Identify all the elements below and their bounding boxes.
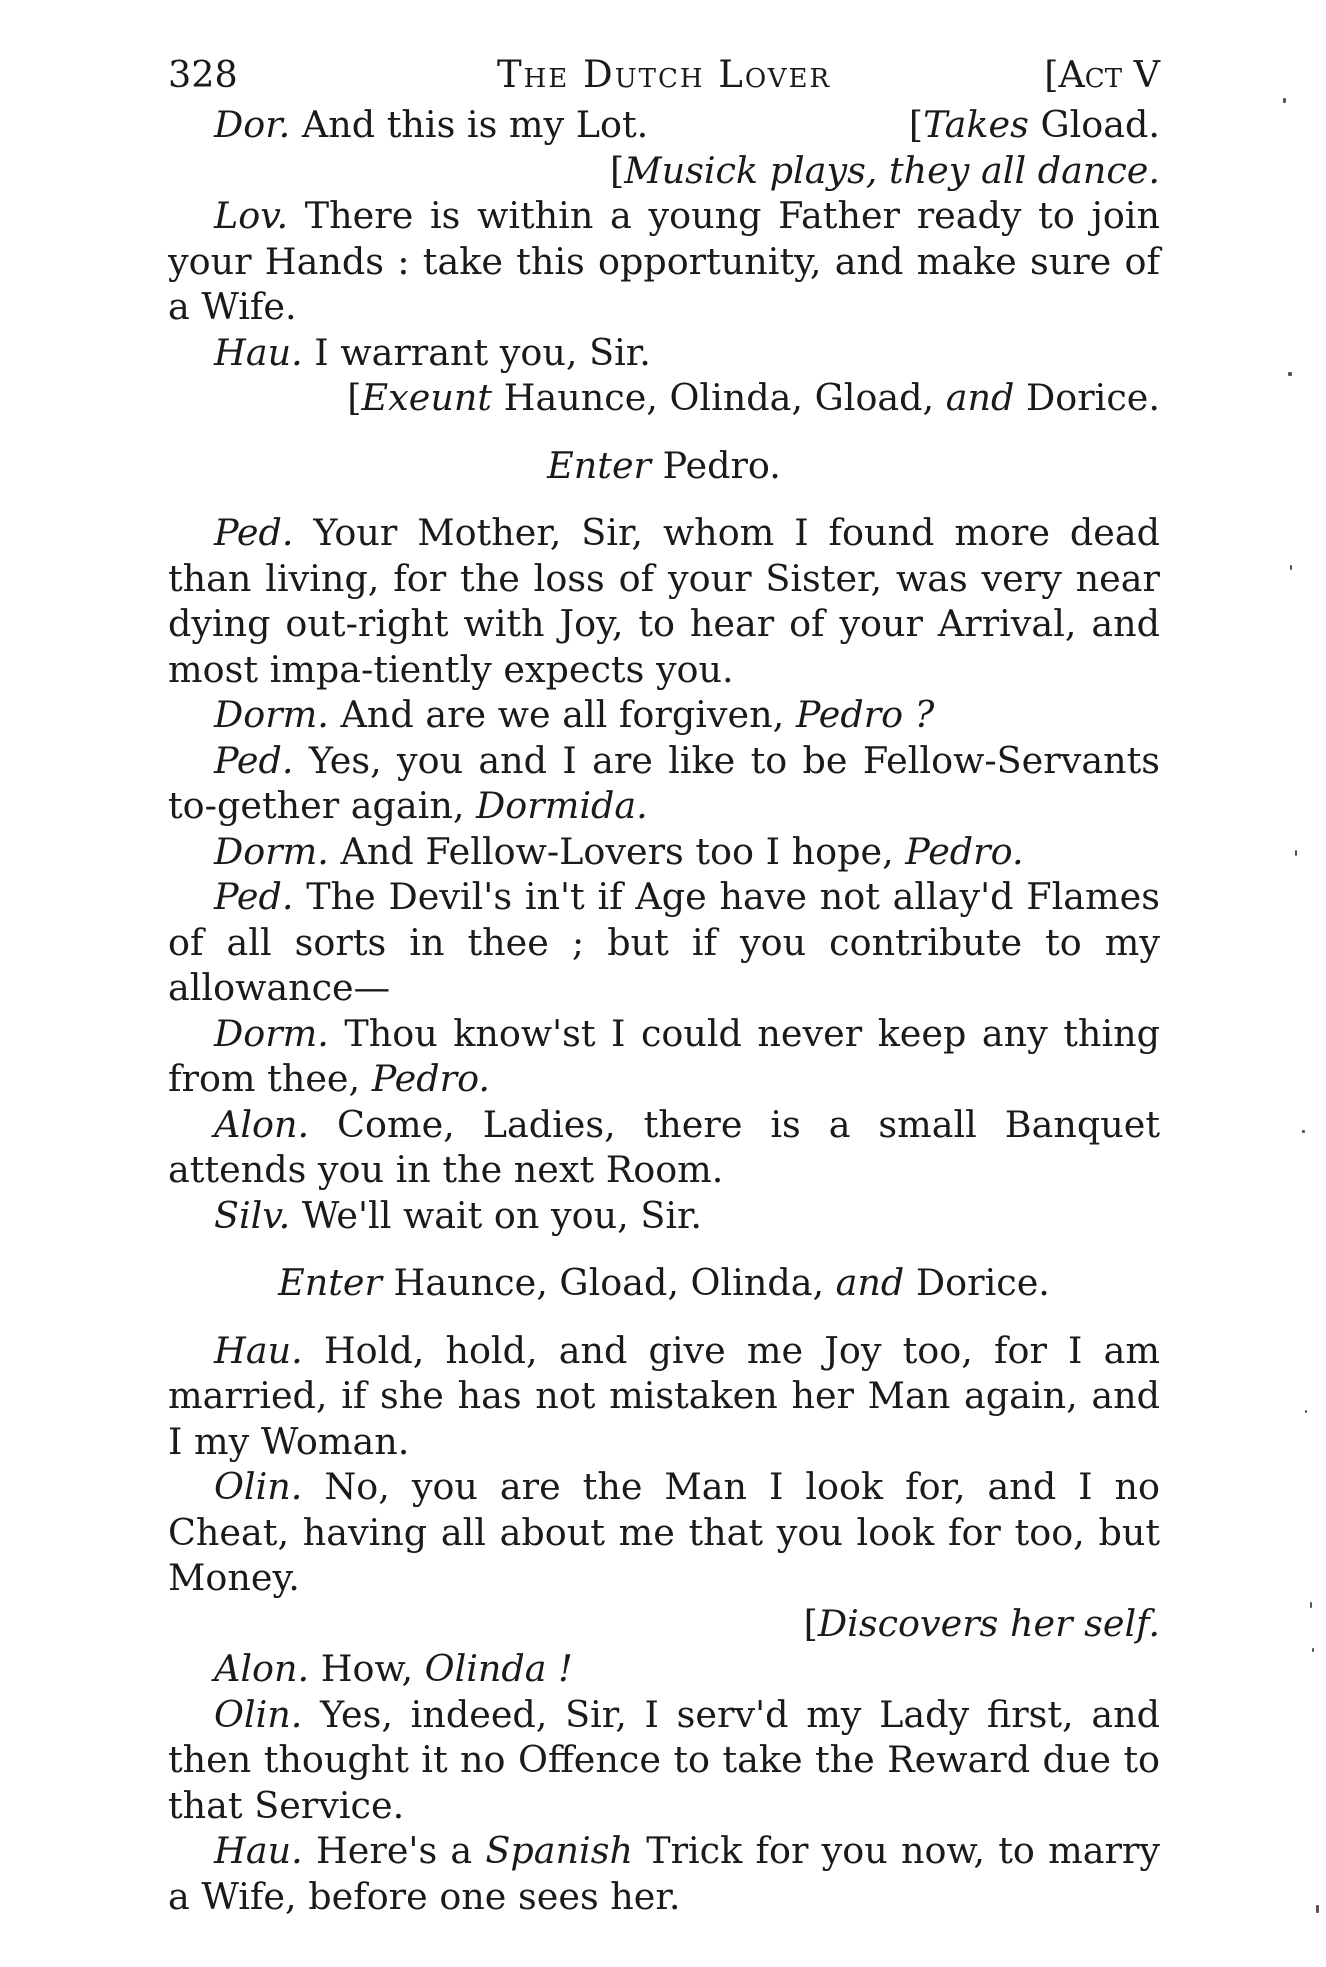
stage-direction: [Takes Gload. <box>908 103 1160 146</box>
speaker: Olin. <box>214 1465 303 1508</box>
speaker: Ped. <box>214 511 294 554</box>
speech-text: Hold, hold, and give me Joy too, for I am married, if she has not mistaken her Man again, and I my Woman. <box>168 1328 1160 1463</box>
speech-text: Yes, you and I are like to be Fellow-Servants to-gether again, <box>168 738 1160 827</box>
page-number: 328 <box>168 53 238 96</box>
speech-italic: Olinda ! <box>424 1647 573 1690</box>
speech-text: No, you are the Man I look for, and I no Cheat, having all about me that you look for too, but Money. <box>168 1465 1160 1599</box>
speech-text: How, <box>309 1647 425 1690</box>
speech-text: The Devil's in't if Age have not allay'd Flames of all sorts in thee ; but if you contribute to my allowance— <box>168 875 1160 1009</box>
speech-text: And Fellow-Lovers too I hope, <box>328 829 906 873</box>
speech-italic: Dormida. <box>476 784 648 827</box>
scan-speck <box>1305 1410 1307 1413</box>
scan-speck <box>1312 1648 1314 1652</box>
speech <box>168 1193 1160 1239</box>
speaker: Hau. <box>214 1328 303 1372</box>
scan-speck <box>1290 565 1292 570</box>
speech-text: Come, Ladies, there is a small Banquet attends you in the next Room. <box>168 1102 1160 1191</box>
speech <box>168 102 1160 148</box>
speaker: Dorm. <box>214 693 329 736</box>
speech-text: We'll wait on you, Sir. <box>290 1193 703 1237</box>
speaker: Silv. <box>214 1193 291 1237</box>
speech <box>168 1328 1160 1465</box>
speech-text: Here's a <box>302 1829 486 1872</box>
speaker: Hau. <box>214 1829 303 1872</box>
speech <box>168 1102 1160 1193</box>
speaker: Dorm. <box>214 829 329 873</box>
stage-direction: [Exeunt Haunce, Olinda, Gload, and Dorice. <box>347 376 1160 419</box>
scan-speck <box>1288 372 1292 376</box>
speech <box>168 1011 1160 1102</box>
speaker: Alon. <box>214 1102 310 1146</box>
speech <box>168 829 1160 875</box>
speech <box>168 874 1160 1011</box>
book-title: The Dutch Lover <box>496 53 832 96</box>
scan-speck <box>1283 98 1286 103</box>
running-head <box>168 52 1160 102</box>
stage-direction: [Musick plays, they all dance. <box>609 148 1160 192</box>
speech <box>168 510 1160 692</box>
scan-speck <box>1316 1905 1319 1913</box>
speaker: Ped. <box>214 738 294 782</box>
speech-text: And are we all forgiven, <box>328 693 796 736</box>
speaker: Ped. <box>214 875 294 918</box>
speech <box>168 692 1160 738</box>
entrance-direction: Enter Haunce, Gload, Olinda, and Dorice. <box>278 1261 1050 1304</box>
scan-speck <box>1310 1602 1312 1608</box>
speech <box>168 1692 1160 1829</box>
speaker: Olin. <box>214 1692 303 1736</box>
speech-text: Trick for you now, to marry a Wife, before one sees her. <box>168 1829 1160 1918</box>
speech-text: There is within a young Father ready to join your Hands : take this opportunity, and make sure of a Wife. <box>168 194 1160 328</box>
speaker: Dor. <box>214 103 291 146</box>
speaker: Alon. <box>214 1647 310 1690</box>
speech <box>168 1464 1160 1601</box>
speech <box>168 193 1160 330</box>
page-body <box>168 52 1160 1919</box>
entrance-direction: Enter Pedro. <box>547 443 781 487</box>
stage-direction: [Discovers her self. <box>803 1601 1160 1645</box>
speech <box>168 1646 1160 1692</box>
speaker: Lov. <box>214 194 289 237</box>
scan-speck <box>1295 850 1297 856</box>
speaker: Hau. <box>214 330 303 374</box>
act-label: [Act V <box>1044 53 1160 96</box>
speech-text: Yes, indeed, Sir, I serv'd my Lady first, and then thought it no Offence to take the Reward due to that Service. <box>168 1692 1160 1827</box>
speech <box>168 1828 1160 1919</box>
speech-text: Your Mother, Sir, whom I found more dead than living, for the loss of your Sister, was very near dying out-right with Joy, to hear of your Arrival, and most impa-tiently expects you. <box>168 511 1160 691</box>
speech-text: I warrant you, Sir. <box>302 330 651 374</box>
speech-text: Thou know'st I could never keep any thing from thee, <box>168 1011 1160 1100</box>
scan-speck <box>1302 1130 1305 1133</box>
speech-italic: Pedro. <box>371 1057 491 1100</box>
speaker: Dorm. <box>214 1011 329 1055</box>
speech-text: And this is my Lot. <box>290 103 649 146</box>
speech <box>168 330 1160 376</box>
speech-italic: Spanish <box>485 1829 633 1872</box>
speech-italic: Pedro. <box>905 829 1024 873</box>
speech-italic: Pedro ? <box>795 693 935 736</box>
speech <box>168 738 1160 829</box>
